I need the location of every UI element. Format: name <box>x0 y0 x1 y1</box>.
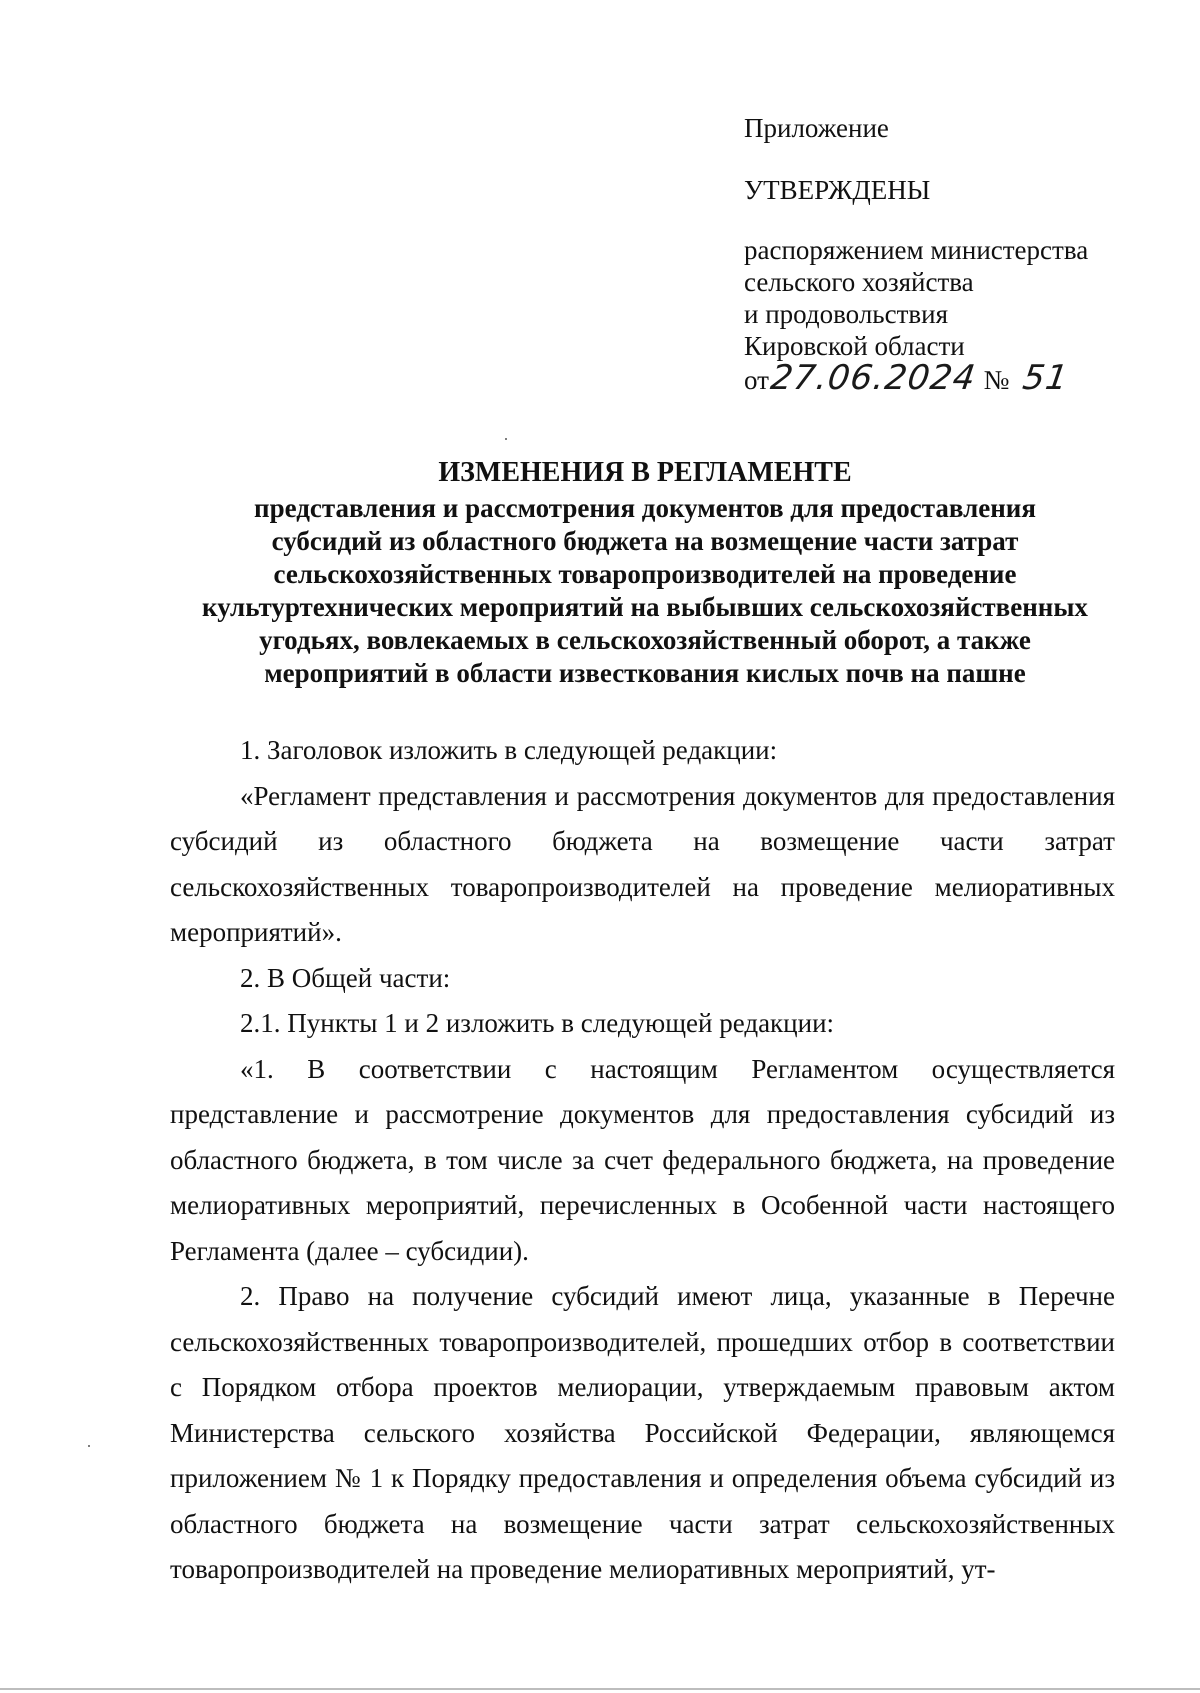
issuer-line: распоряжением министерства <box>744 235 1089 265</box>
issuer-line: сельского хозяйства <box>744 267 974 297</box>
approved-label: УТВЕРЖДЕНЫ <box>744 175 931 205</box>
issuer-line: и продовольствия <box>744 299 949 329</box>
title-line: представления и рассмотрения документов для предоставления <box>254 493 1036 523</box>
document-body <box>170 728 1115 1593</box>
body-paragraph: «1. В соответствии с настоящим Регламентом осуществляется представление и рассмотрение документов для предоставления субсидий из областного бюджета, в том числе за счет федерального бюджета, на проведение мелиоративных мероприятий, перечисленных в Особенной части настоящего Регламента (далее – субсидии). <box>170 1053 1115 1266</box>
issuer-line: Кировской области <box>744 331 965 361</box>
title-main: ИЗМЕНЕНИЯ В РЕГЛАМЕНТЕ <box>438 457 852 488</box>
scan-speck <box>88 1445 90 1447</box>
date-number-line <box>744 358 1164 398</box>
scan-speck <box>505 438 507 440</box>
title-line: субсидий из областного бюджета на возмещение части затрат <box>271 526 1019 556</box>
title-line: мероприятий в области известкования кислых почв на пашне <box>264 658 1026 688</box>
body-paragraph: 2.1. Пункты 1 и 2 изложить в следующей редакции: <box>240 1008 835 1038</box>
title-line: культуртехнических мероприятий на выбывших сельскохозяйственных <box>202 592 1088 622</box>
issuer-block <box>744 234 1164 362</box>
handwritten-date: 27.06.2024 <box>768 358 979 398</box>
body-paragraph: 2. Право на получение субсидий имеют лица, указанные в Перечне сельскохозяйственных товаропроизводителей, прошедших отбор в соответствии с Порядком отбора проектов мелиорации, утверждаемым правовым актом Министерства сельского хозяйства Российской Федерации, являющемся приложением № 1 к Порядку предоставления и определения объема субсидий из областного бюджета на возмещение части затрат сельскохозяйственных товаропроизводителей на проведение мелиоративных мероприятий, ут- <box>170 1281 1115 1584</box>
number-label: № <box>983 365 1010 395</box>
handwritten-number: 51 <box>1020 358 1072 398</box>
scan-edge-line <box>0 1688 1200 1690</box>
title-line: угодьях, вовлекаемых в сельскохозяйственный оборот, а также <box>259 625 1031 655</box>
body-paragraph: 1. Заголовок изложить в следующей редакции: <box>240 735 778 765</box>
appendix-label: Приложение <box>744 113 889 143</box>
approval-block <box>744 112 1164 396</box>
document-title <box>150 456 1140 690</box>
body-paragraph: 2. В Общей части: <box>240 962 451 993</box>
title-line: сельскохозяйственных товаропроизводителей на проведение <box>273 559 1017 589</box>
date-prefix: от <box>744 365 769 395</box>
body-paragraph: «Регламент представления и рассмотрения документов для предоставления субсидий из областного бюджета на возмещение части затрат сельскохозяйственных товаропроизводителей на проведение мелиоративных мероприятий». <box>170 780 1115 947</box>
